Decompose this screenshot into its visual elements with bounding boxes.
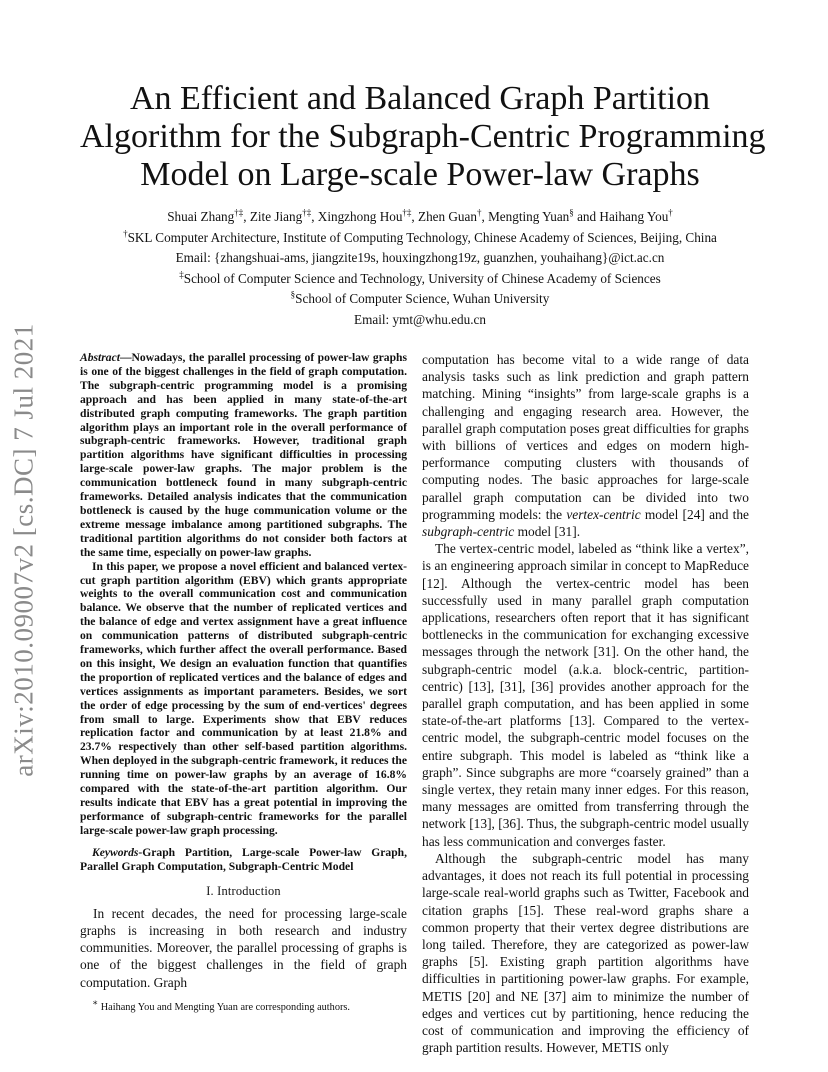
body-paragraph: The vertex-centric model, labeled as “think like a vertex”, is an engineering approach similar in concept to MapReduce [12]. Although the vertex-centric model has been successfully used in many parallel graph computation applications, researchers often report that it has significant bottlenecks in the communication for exchanging excessive messages through the network [31]. On the other hand, the subgraph-centric model (a.k.a. block-centric, partition-centric) [13], [31], [36] provides another approach for the parallel graph computation, and has been applied in some state-of-the-art platforms [13]. Compared to the vertex-centric model, the subgraph-centric model focuses on the entire subgraph. This model is labeled as “think like a graph”. Since subgraphs are more “coarsely grained” than a single vertex, they retain many inner edges. For this reason, many messages are omitted from transferring through the network [13], [36]. Thus, the subgraph-centric model usually has less communication and converges faster. <box>422 541 749 849</box>
author-mark: †‡ <box>302 207 312 218</box>
arxiv-sidebar-stamp <box>6 100 42 1000</box>
section-heading: I. Introduction <box>206 883 281 898</box>
email-ict: Email: {zhangshuai-ams, jiangzite19s, houxingzhong19z, guanzhen, youhaihang}@ict.ac.cn <box>175 250 665 265</box>
author-name: Shuai Zhang <box>167 209 235 224</box>
title-line: Algorithm for the Subgraph-Centric Programming <box>80 118 766 155</box>
affiliation-whu: §School of Computer Science, Wuhan University <box>290 289 550 306</box>
footnote: ∗ Haihang You and Mengting Yuan are corresponding authors. <box>92 997 350 1013</box>
arxiv-id: arXiv:2010.09007v2 [cs.DC] 7 Jul 2021 <box>8 323 39 777</box>
author-name: Mengting Yuan <box>488 209 570 224</box>
author-mark: †‡ <box>234 207 244 218</box>
title-line: Model on Large-scale Power-law Graphs <box>140 156 700 193</box>
left-column <box>80 351 407 1014</box>
author-name: Zhen Guan <box>418 209 477 224</box>
abstract-paragraph: In this paper, we propose a novel efficient and balanced vertex-cut graph partition algorithm (EBV) which grants appropriate weights to the overall communication cost and communication balance. We observe that the number of replicated vertices and the balance of edge and vertex assignment have a great influence on communication patterns of distributed subgraph-centric frameworks, which further affect the overall performance. Based on this insight, We design an evaluation function that quantifies the proportion of replicated vertices and the balance of edges and vertices assignments as important parameters. Besides, we sort the order of edge processing by the sum of end-vertices' degrees from small to large. Experiments show that EBV reduces replication factor and communication by at least 21.8% and 23.7% respectively than other self-based partition algorithms. When deployed in the subgraph-centric framework, it reduces the running time on power-law graphs by an average of 16.8% compared with the state-of-the-art partition algorithm. Our results indicate that EBV has a great potential in improving the performance of subgraph-centric frameworks for the parallel large-scale power-law graph processing. <box>80 559 407 837</box>
affiliation-ucas: ‡School of Computer Science and Technology, University of Chinese Academy of Sciences <box>179 269 661 286</box>
paper-title <box>80 80 766 194</box>
keywords-label: Keywords <box>92 845 139 859</box>
author-mark: †‡ <box>402 207 412 218</box>
right-column <box>422 351 749 1056</box>
email-whu: Email: ymt@whu.edu.cn <box>354 311 486 327</box>
author-block <box>60 207 780 330</box>
title-line: An Efficient and Balanced Graph Partition <box>129 80 711 117</box>
author-mark: † <box>476 207 482 218</box>
affiliation-ict: †SKL Computer Architecture, Institute of Computing Technology, Chinese Academy of Sciences, Beijing, China <box>123 228 717 245</box>
intro-paragraph: In recent decades, the need for processing large-scale graphs is increasing in both research and industry communities. Moreover, the parallel processing of graphs is one of the biggest challenges in the field of graph computation. Graph <box>80 905 407 990</box>
author-mark: § <box>569 207 574 218</box>
abstract-label: Abstract <box>80 351 120 364</box>
abstract-paragraph: Abstract—Nowadays, the parallel processing of power-law graphs is one of the biggest challenges in the field of graph computation. The subgraph-centric programming model is a promising approach and has been applied in many state-of-the-art distributed graph computing frameworks. The graph partition algorithm plays an important role in the overall performance of subgraph-centric frameworks. However, traditional graph partition algorithms have significant difficulties in processing large-scale power-law graphs. The major problem is the communication bottleneck found in many subgraph-centric frameworks. Detailed analysis indicates that the communication bottleneck is caused by the huge communication volume or the extreme message imbalance among partitioned subgraphs. The traditional partition algorithms do not consider both factors at the same time, especially on power-law graphs. <box>80 351 407 559</box>
author-name: Zite Jiang <box>249 209 303 224</box>
author-name: Haihang You <box>599 209 669 224</box>
body-paragraph: computation has become vital to a wide range of data analysis tasks such as link prediction and graph pattern matching. Mining “insights” from large-scale graphs is a challenging and engaging research area. However, the parallel graph computation poses great difficulties for graphs with billions of vertices and edges on modern high-performance computing clusters with thousands of computing nodes. The basic approaches for large-scale parallel graph computation can be divided into two programming models: the vertex-centric model [24] and the subgraph-centric model [31]. <box>422 352 749 540</box>
keywords: Keywords-Graph Partition, Large-scale Power-law Graph, Parallel Graph Computation, Subgraph-Centric Model <box>80 845 407 873</box>
body-paragraph: Although the subgraph-centric model has many advantages, it does not reach its full potential in processing large-scale real-world graphs such as Twitter, Facebook and citation graphs [15]. These real-word graphs share a common property that their vertex degree distributions are long tailed. Therefore, they are categorized as power-law graphs [5]. Existing graph partition algorithms have difficulties in partitioning power-law graphs. For example, METIS [20] and NE [37] aim to minimize the number of edges and vertices cut by partitioning, hence reducing the cost of communication and improving the efficiency of graph partition results. However, METIS only <box>422 850 749 1056</box>
author-name: Xingzhong Hou <box>317 209 403 224</box>
author-mark: † <box>668 207 673 218</box>
author-line: Shuai Zhang†‡, Zite Jiang†‡, Xingzhong Hou†‡, Zhen Guan†, Mengting Yuan§ and Haihang You† <box>167 207 673 224</box>
